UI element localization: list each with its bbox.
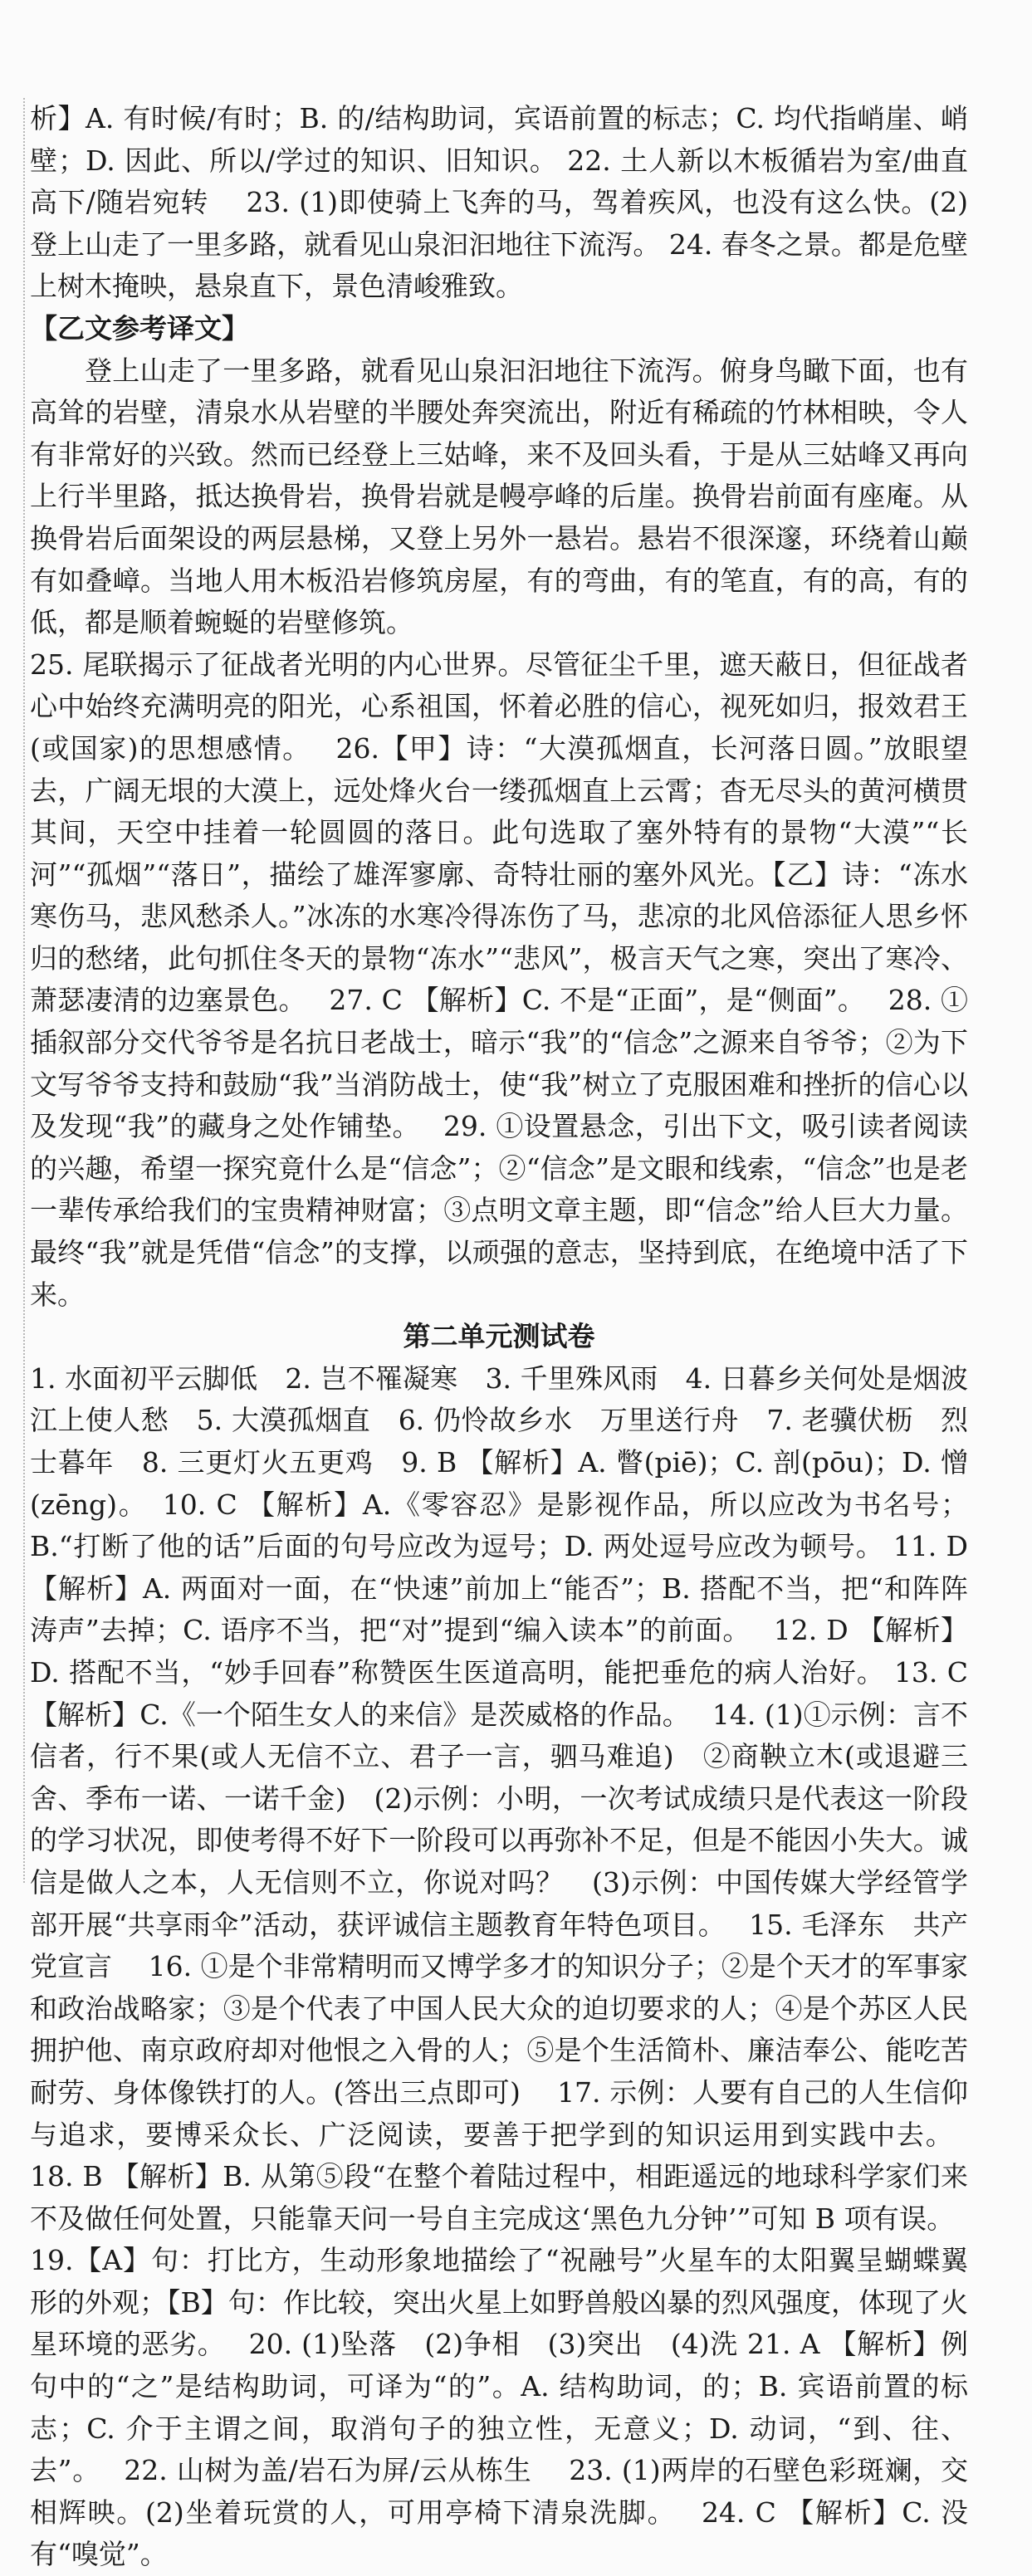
answer-19: 19.【A】句：打比方，生动形象地描绘了“祝融号”火星车的太阳翼呈蝴蝶翼形的外观；【B】句：作比较，突出火星上如野兽般凶暴的烈风强度，体现了火星环境的恶劣。 [30, 2244, 968, 2361]
answer-21: 21. A 【解析】例句中的“之”是结构助词，可译为“的”。A. 结构助词，的；B. 宾语前置的标志；C. 介于主谓之间，取消句子的独立性，无意义；D. 动词，“到、往、去”。 [30, 2328, 969, 2487]
answer-16: 16. ①是个非常精明而又博学多才的知识分子；②是个天才的军事家和政治战略家；③是个代表了中国人民大众的迫切要求的人；④是个苏区人民拥护他、南京政府却对他恨之入骨的人；⑤是个生活简朴、廉洁奉公、能吃苦耐劳、身体像铁打的人。(答出三点即可) [30, 1950, 968, 2109]
answer-block-3 [30, 1358, 968, 2576]
answer-22-unit2: 22. 山树为盖/岩石为屏/云从栋生 [124, 2454, 532, 2487]
answer-17: 17. 示例：人要有自己的人生信仰与追求，要博采众长、广泛阅读，要善于把学到的知识运用到实践中去。 [30, 2075, 969, 2151]
answer-29: 29. ①设置悬念，引出下文，吸引读者阅读的兴趣，希望一探究竟什么是“信念”；②“信念”是文眼和线索，“信念”也是老一辈传承给我们的宝贵精神财富；③点明文章主题，即“信念”给人巨大力量。最终“我”就是凭借“信念”的支撑，以顽强的意志，坚持到底，在绝境中活了下来。 [30, 1110, 968, 1311]
answer-11: 11. D 【解析】A. 两面对一面，在“快速”前加上“能否”；B. 搭配不当，把“和阵阵涛声”去掉；C. 语序不当，把“对”提到“编入读本”的前面。 [30, 1530, 968, 1647]
answer-21-analysis: 析】A. 有时候/有时；B. 的/结构助词，宾语前置的标志；C. 均代指峭崖、峭壁；D. 因此、所以/学过的知识、旧知识。 [30, 102, 968, 177]
answer-block-1 [30, 98, 968, 308]
answer-25: 25. 尾联揭示了征战者光明的内心世界。尽管征尘千里，遮天蔽日，但征战者心中始终充满明亮的阳光，心系祖国，怀着必胜的信心，视死如归，报效君王(或国家)的思想感情。 [30, 648, 968, 765]
answer-13: 13. C 【解析】C.《一个陌生女人的来信》是茨威格的作品。 [30, 1655, 968, 1731]
binding-margin-rule [23, 98, 25, 1883]
answer-20: 20. (1)坠落 (2)争相 (3)突出 (4)洗 [248, 2328, 738, 2361]
translation-heading: 【乙文参考译文】 [30, 311, 249, 345]
unit-title: 第二单元测试卷 [403, 1320, 595, 1353]
answer-27: 27. C 【解析】C. 不是“正面”，是“侧面”。 [329, 984, 852, 1017]
answer-26: 26.【甲】诗：“大漠孤烟直，长河落日圆。”放眼望去，广阔无垠的大漠上，远处烽火台一缕孤烟直上云霄；杳无尽头的黄河横贯其间，天空中挂着一轮圆圆的落日。此句选取了塞外特有的景物“大漠”“长河”“孤烟”“落日”，描绘了雄浑寥廓、奇特壮丽的塞外风光。【乙】诗：“冻水寒伤马，悲风愁杀人。”冰冻的水寒冷得冻伤了马，悲凉的北风倍添征人思乡怀归的愁绪，此句抓住冬天的景物“冻水”“悲风”，极言天气之寒，突出了寒冷、萧瑟凄清的边塞景色。 [30, 731, 969, 1017]
answer-15: 15. 毛泽东 共产党宣言 [30, 1908, 968, 1983]
answer-14: 14. (1)①示例：言不信者，行不果(或人无信不立、君子一言，驷马难追) ②商鞅立木(或退避三舍、季布一诺、一诺千金) (2)示例：小明，一次考试成绩只是代表这一阶段的学习状况，即使考得不好下一阶段可以再弥补不足，但是不能因小失大。诚信是做人之本，人无信则不立，你说对吗？ (3)示例：中国传媒大学经管学部开展“共享雨伞”活动，获评诚信主题教育年特色项目。 [30, 1698, 968, 1941]
answer-22: 22. 土人新以木板循岩为室/曲直高下/随岩宛转 [30, 144, 968, 219]
answer-23-unit2: 23. (1)两岸的石壁色彩斑斓，交相辉映。(2)坐着玩赏的人，可用亭椅下清泉洗脚。 [30, 2454, 968, 2529]
translation-body: 登上山走了一里多路，就看见山泉汩汩地往下流泻。俯身鸟瞰下面，也有高耸的岩壁，清泉水从岩壁的半腰处奔突流出，附近有稀疏的竹林相映，令人有非常好的兴致。然而已经登上三姑峰，来不及回头看，于是从三姑峰又再向上行半里路，抵达换骨岩，换骨岩就是幔亭峰的后崖。换骨岩前面有座庵。从换骨岩后面架设的两层悬梯，又登上另外一悬岩。悬岩不很深邃，环绕着山巅有如叠嶂。当地人用木板沿岩修筑房屋，有的弯曲，有的笔直，有的高，有的低，都是顺着蜿蜒的岩壁修筑。 [30, 354, 968, 639]
answers-1-10: 1. 水面初平云脚低 2. 岂不罹凝寒 3. 千里殊风雨 4. 日暮乡关何处是烟波江上使人愁 5. 大漠孤烟直 6. 仍怜故乡水 万里送行舟 7. 老骥伏枥 烈士暮年 8. 三更灯火五更鸡 9. B 【解析】A. 瞥(piē)；C. 剖(pōu)；D. 憎(zēng)。 10. C 【解析】A.《零容忍》是影视作品，所以应改为书名号；B.“打断了他的话”后面的句号应改为逗号；D. 两处逗号应改为顿号。 [30, 1361, 968, 1563]
answer-block-2 [30, 644, 968, 1317]
answer-12: 12. D 【解析】D. 搭配不当，“妙手回春”称赞医生医道高明，能把垂危的病人治好。 [30, 1614, 969, 1689]
answer-23: 23. (1)即使骑上飞奔的马，驾着疾风，也没有这么快。(2)登上山走了一里多路，就看见山泉汩汩地往下流泻。 [30, 186, 968, 261]
answer-content [30, 98, 968, 2576]
answer-24-unit2: 24. C 【解析】C. 没有“嗅觉”。 [30, 2495, 969, 2571]
answer-28: 28. ①插叙部分交代爷爷是名抗日老战士，暗示“我”的“信念”之源来自爷爷；②为下文写爷爷支持和鼓励“我”当消防战士，使“我”树立了克服困难和挫折的信心以及发现“我”的藏身之处作铺垫。 [30, 984, 969, 1143]
answer-18: 18. B 【解析】B. 从第⑤段“在整个着陆过程中，相距遥远的地球科学家们来不及做任何处置，只能靠天问一号自主完成这‘黑色九分钟’”可知 B 项有误。 [30, 2160, 968, 2235]
answer-24: 24. 春冬之景。都是危壁上树木掩映，悬泉直下，景色清峻雅致。 [30, 227, 968, 303]
